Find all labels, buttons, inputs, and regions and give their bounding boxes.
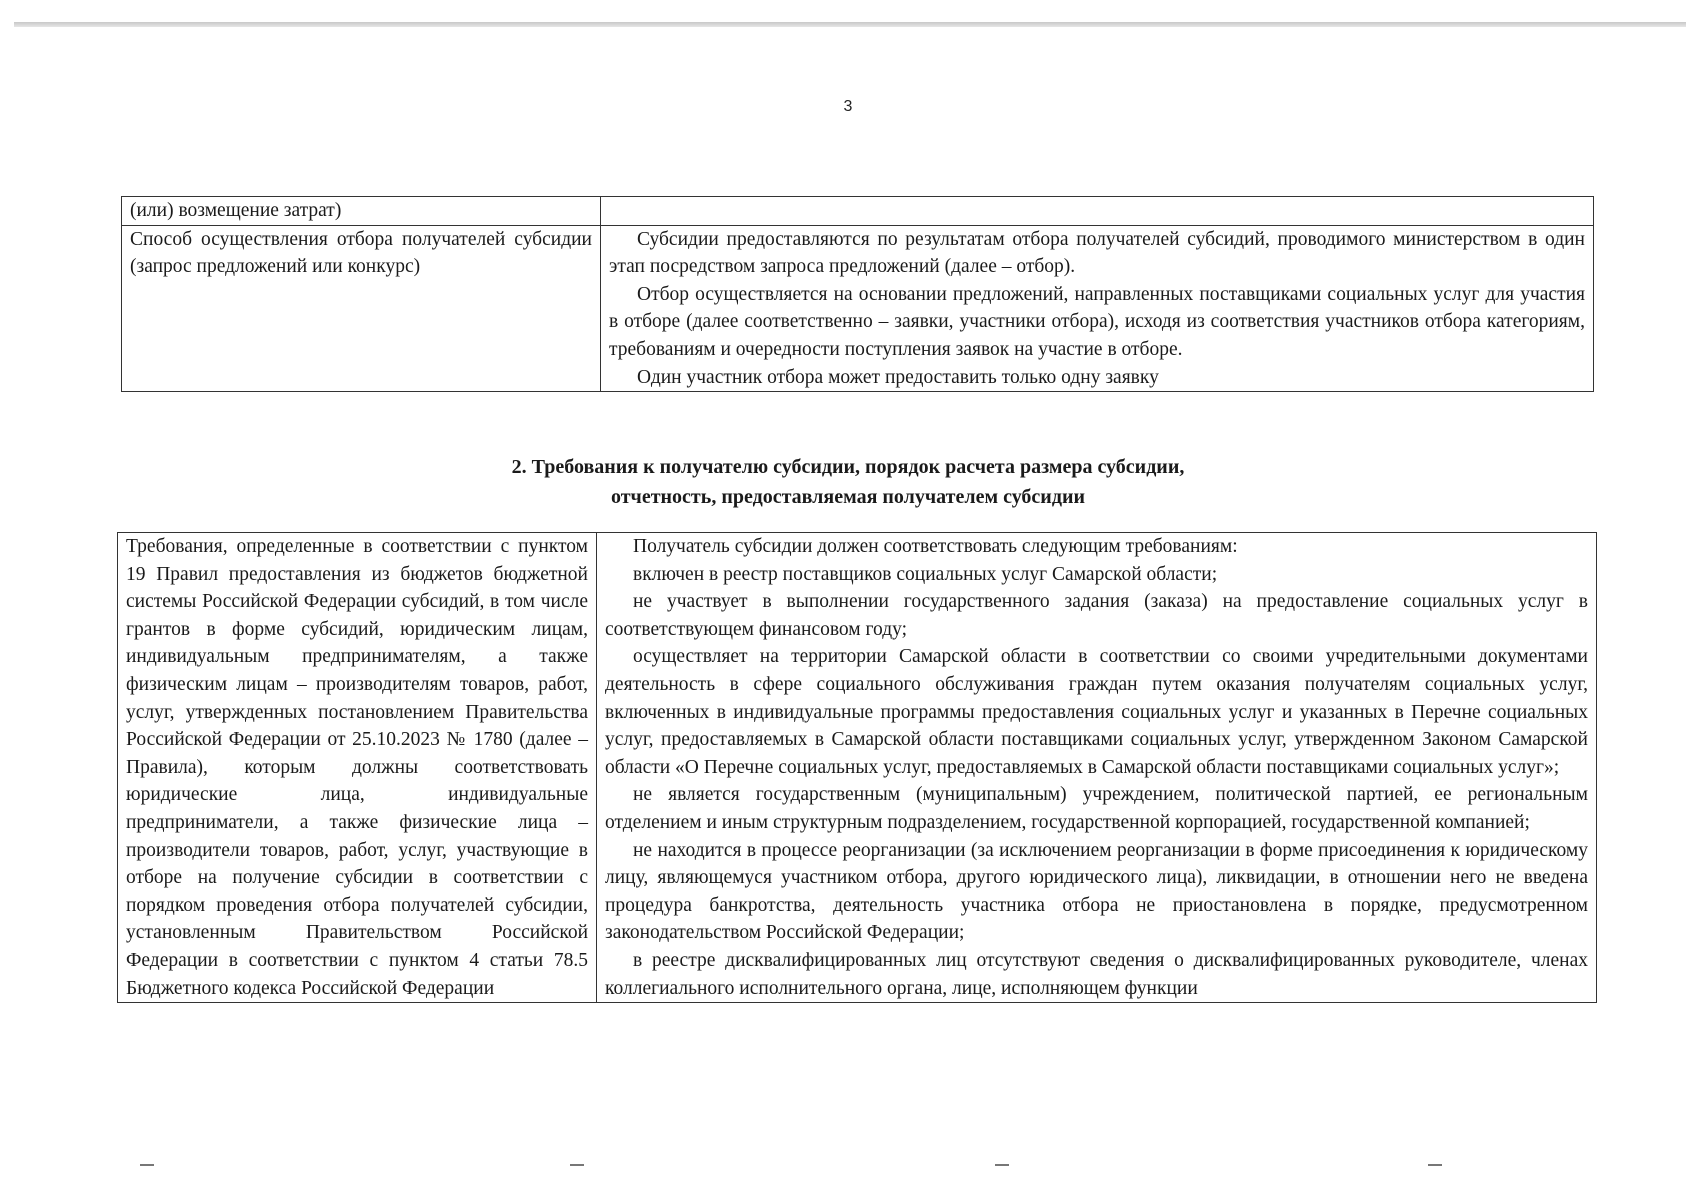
table-row: [122, 197, 1594, 226]
paragraph: не находится в процессе реорганизации (за исключением реорганизации в форме присоединения к юридическому лицу, являющемуся участником отбора, другого юридического лица), ликвидации, в отношении него не введена процедура банкротства, деятельность участника отбора не приостановлена в порядке, предусмотренном законодательством Российской Федерации;: [605, 839, 1588, 944]
table-cell-left: [118, 533, 597, 1003]
paragraph: в реестре дисквалифицированных лиц отсутствуют сведения о дисквалифицированных руководителе, членах коллегиального исполнительного органа, лице, исполняющем функции: [605, 949, 1588, 999]
paragraph: осуществляет на территории Самарской области в соответствии со своими учредительными документами деятельность в сфере социального обслуживания граждан путем оказания получателям социальных услуг, включенных в индивидуальные программы предоставления социальных услуг и указанных в Перечне социальных услуг, предоставляемых в Самарской области поставщиками социальных услуг, утвержденном Законом Самарской области «О Перечне социальных услуг, предоставляемых в Самарской области поставщиками социальных услуг»;: [605, 646, 1588, 778]
paragraph: Субсидии предоставляются по результатам отбора получателей субсидий, проводимого министерством в один этап посредством запроса предложений (далее – отбор).: [609, 228, 1585, 278]
scan-mark: [995, 1164, 1009, 1166]
table-top: [121, 196, 1594, 392]
paragraph: Получатель субсидии должен соответствовать следующим требованиям:: [633, 536, 1238, 557]
table-row: [118, 533, 1597, 1003]
scan-bottom-marks: [0, 1164, 1696, 1170]
paragraph: не является государственным (муниципальным) учреждением, политической партией, ее региональным отделением и иным структурным подразделением, государственной корпорацией, государственной компанией;: [605, 784, 1588, 833]
page-number: 3: [843, 98, 853, 115]
table-cell-left: Способ осуществления отбора получателей субсидии (запрос предложений или конкурс): [122, 225, 601, 392]
paragraph: не участвует в выполнении государственного задания (заказа) на предоставление социальных услуг в соответствующем финансовом году;: [605, 591, 1588, 640]
table-cell-right-empty: [601, 197, 1594, 226]
section-heading-line: отчетность, предоставляемая получателем субсидии: [610, 486, 1085, 508]
paragraph: включен в реестр поставщиков социальных услуг Самарской области;: [633, 563, 1218, 585]
section-heading-line: 2. Требования к получателю субсидии, порядок расчета размера субсидии,: [511, 456, 1185, 478]
paragraph: Один участник отбора может предоставить только одну заявку: [637, 366, 1159, 388]
section-heading: [0, 452, 1696, 512]
table-bottom: [117, 532, 1597, 1003]
table-row: [122, 225, 1594, 392]
table-cell-right: [601, 225, 1594, 392]
requirements-label: Требования, определенные в соответствии с пунктом 19 Правил предоставления из бюджетов бюджетной системы Российской Федерации субсидий, в том числе грантов в форме субсидий, юридическим лицам, индивидуальным предпринимателям, а также физическим лицам – производителям товаров, работ, услуг, утвержденных постановлением Правительства Российской Федерации от 25.10.2023 № 1780 (далее – Правила), которым должны соответствовать юридические лица, индивидуальные предприниматели, а также физические лица – производители товаров, работ, услуг, участвующие в отборе на получение субсидии в соответствии с порядком проведения отбора получателей субсидии, установленным Правительством Российской Федерации в соответствии с пунктом 4 статьи 78.5 Бюджетного кодекса Российской Федерации: [126, 536, 588, 999]
table-cell-right: [597, 533, 1597, 1003]
scan-top-edge: [14, 22, 1686, 27]
paragraph: Отбор осуществляется на основании предложений, направленных поставщиками социальных услуг для участия в отборе (далее соответственно – заявки, участники отбора), исходя из соответствия участников отбора категориям, требованиям и очередности поступления заявок на участие в отборе.: [609, 283, 1585, 360]
table-cell-left: (или) возмещение затрат): [122, 197, 601, 226]
scan-mark: [140, 1164, 154, 1166]
scan-mark: [570, 1164, 584, 1166]
scan-mark: [1428, 1164, 1442, 1166]
